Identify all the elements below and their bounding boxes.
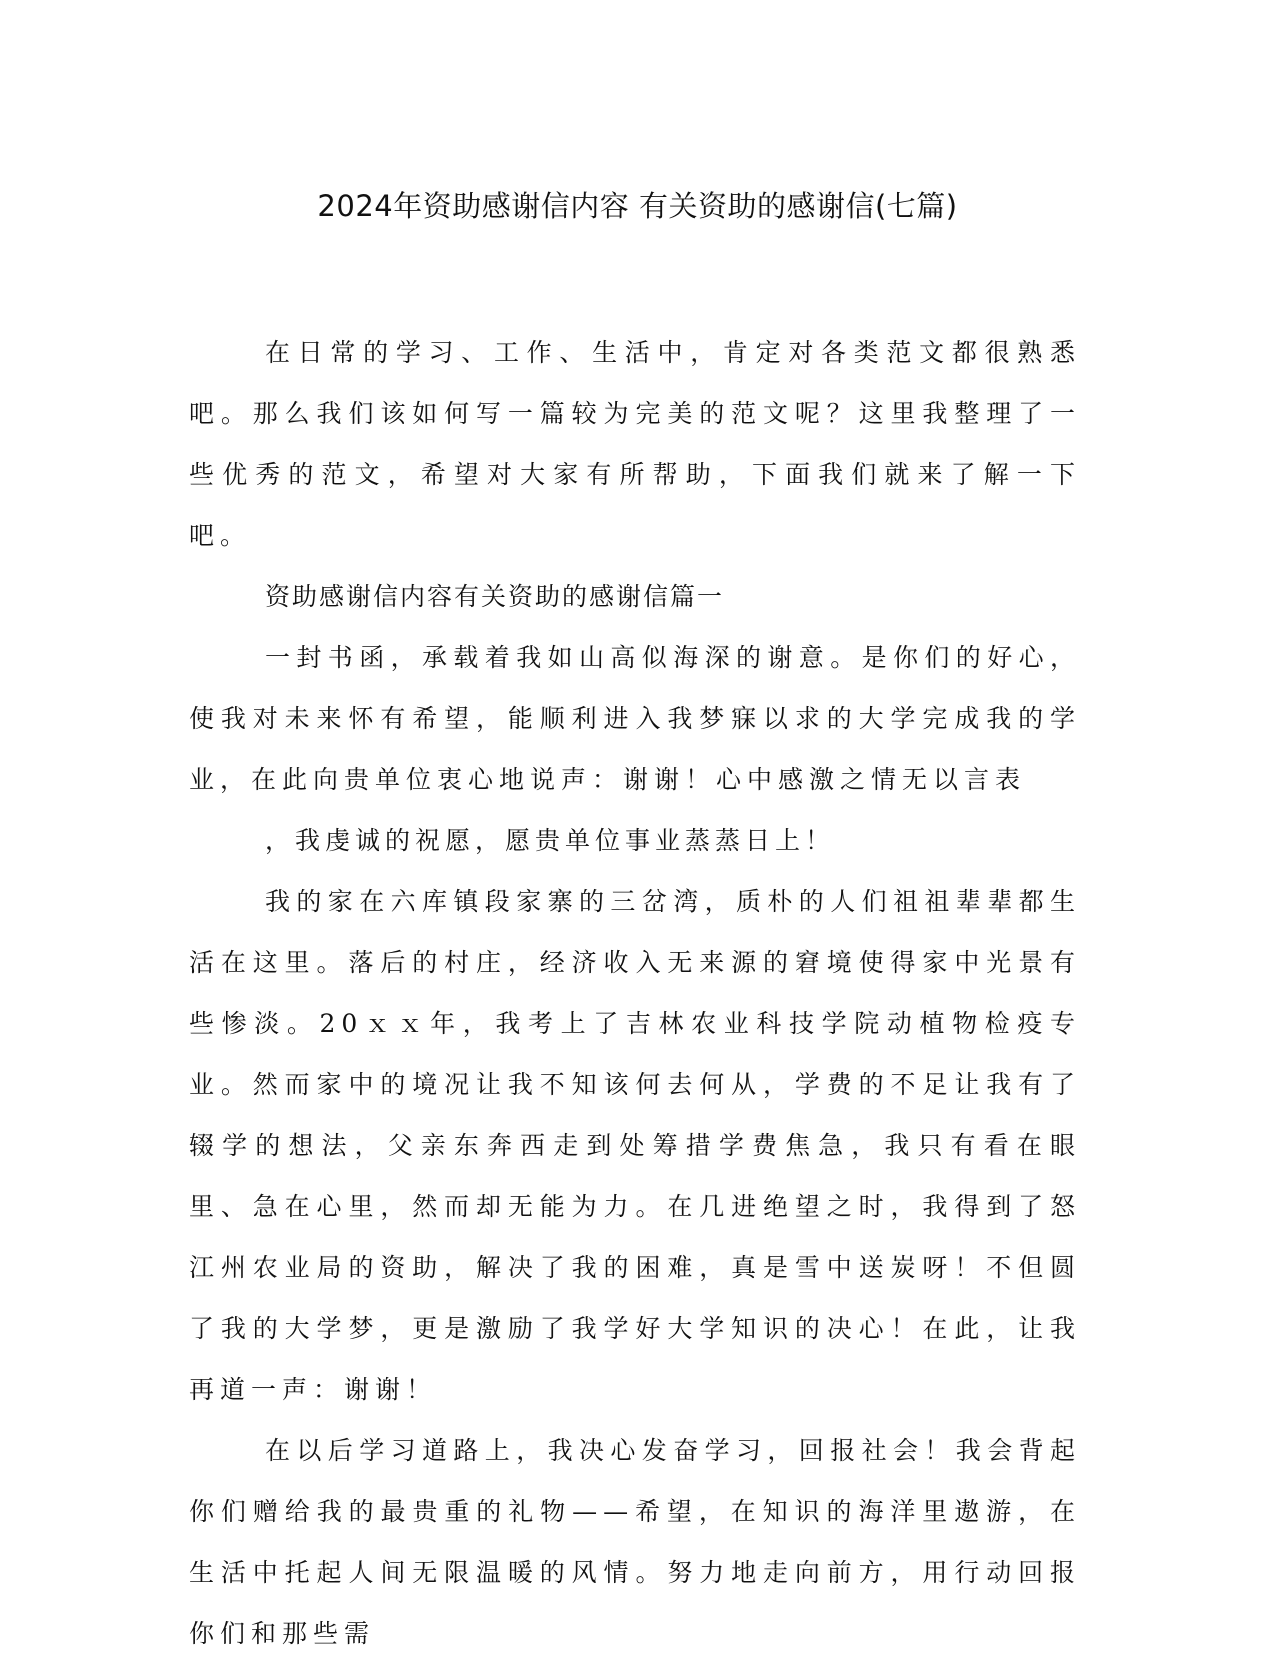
- document-title: 2024年资助感谢信内容 有关资助的感谢信(七篇): [317, 189, 958, 223]
- section-heading: 资助感谢信内容有关资助的感谢信篇一: [265, 582, 725, 611]
- letter-paragraph: ，我虔诚的祝愿，愿贵单位事业蒸蒸日上！: [265, 826, 836, 855]
- letter-paragraph: 一封书函，承载着我如山高似海深的谢意。是你们的好心，使我对未来怀有希望，能顺利进入我梦寐以求的大学完成我的学业，在此向贵单位衷心地说声：谢谢！心中感激之情无以言表: [189, 643, 1081, 794]
- intro-paragraph: 在日常的学习、工作、生活中，肯定对各类范文都很熟悉吧。那么我们该如何写一篇较为完美的范文呢？这里我整理了一些优秀的范文，希望对大家有所帮助，下面我们就来了解一下吧。: [189, 338, 1081, 550]
- letter-paragraph: 在以后学习道路上，我决心发奋学习，回报社会！我会背起你们赠给我的最贵重的礼物——希望，在知识的海洋里遨游，在生活中托起人间无限温暖的风情。努力地走向前方，用行动回报你们和那些需: [189, 1436, 1081, 1648]
- document-body: [189, 322, 1081, 1664]
- letter-paragraph: 我的家在六库镇段家寨的三岔湾，质朴的人们祖祖辈辈都生活在这里。落后的村庄，经济收入无来源的窘境使得家中光景有些惨淡。20ｘｘ年，我考上了吉林农业科技学院动植物检疫专业。然而家中的境况让我不知该何去何从，学费的不足让我有了辍学的想法，父亲东奔西走到处筹措学费焦急，我只有看在眼里、急在心里，然而却无能为力。在几进绝望之时，我得到了怒江州农业局的资助，解决了我的困难，真是雪中送炭呀！不但圆了我的大学梦，更是激励了我学好大学知识的决心！在此，让我再道一声：谢谢！: [189, 887, 1081, 1404]
